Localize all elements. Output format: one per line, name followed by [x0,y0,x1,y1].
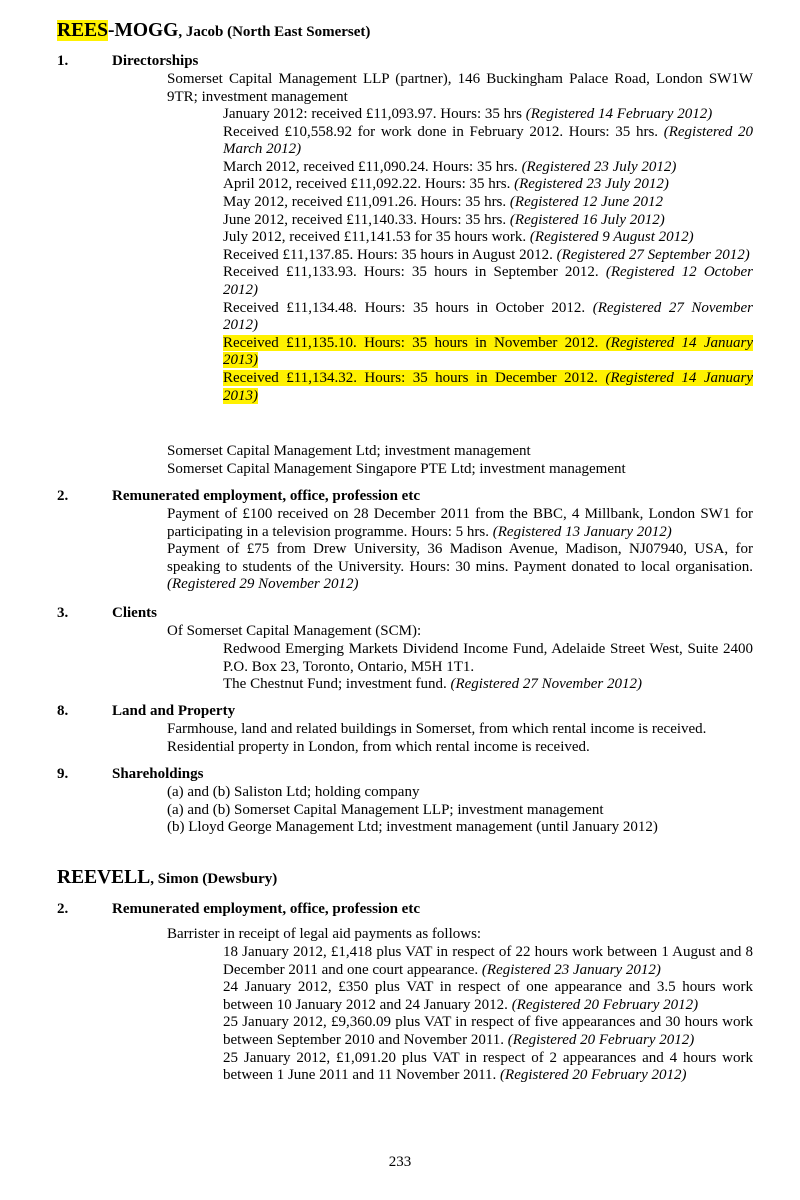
directorship-company: Somerset Capital Management LLP (partner), 146 Buckingham Palace Road, London SW1W 9TR; investment management [167,71,753,105]
legal-aid-intro: Barrister in receipt of legal aid payments as follows: [167,926,482,942]
payment-entry: Payment of £75 from Drew University, 36 Madison Avenue, Madison, NJ07940, USA, for speaking to students of the University. Hours: 30 mins. Payment donated to local organisation. (Registered 29 November 2012) [167,541,753,593]
payment-entry: June 2012, received £11,140.33. Hours: 35 hrs. (Registered 16 July 2012) [223,211,665,228]
payment-entry: July 2012, received £11,141.53 for 35 hours work. (Registered 9 August 2012) [223,229,694,246]
payment-entry-highlighted: Received £11,135.10. Hours: 35 hours in November 2012. (Registered 14 January 2013) [223,334,753,369]
shareholding-entry: (b) Lloyd George Management Ltd; investment management (until January 2012) [167,819,658,836]
section-title-clients: Clients [112,605,157,621]
directorship-payments-list [223,106,753,405]
section-title-remunerated-employment: Remunerated employment, office, profession etc [112,488,420,504]
payment-entry: April 2012, received £11,092.22. Hours: 35 hrs. (Registered 23 July 2012) [223,176,669,193]
other-directorships [167,443,753,478]
mp-heading-rees-mogg [57,22,370,42]
mp-given-name: , Jacob (North East Somerset) [178,24,371,40]
section-number: 1. [57,53,69,69]
section-title-land-and-property: Land and Property [112,703,236,719]
payment-entry: January 2012: received £11,093.97. Hours: 35 hrs (Registered 14 February 2012) [223,106,713,122]
payment-entry-highlighted: Received £11,134.32. Hours: 35 hours in December 2012. (Registered 14 January 2013) [223,369,753,404]
section-number: 3. [57,605,69,621]
directorship-line: Somerset Capital Management Singapore PTE Ltd; investment management [167,460,626,477]
payment-entry: May 2012, received £11,091.26. Hours: 35 hrs. (Registered 12 June 2012 [223,193,664,210]
section-number: 9. [57,766,69,782]
property-entry: Residential property in London, from which rental income is received. [167,738,590,755]
page-number: 233 [388,1154,412,1170]
payment-entry: Payment of £100 received on 28 December 2011 from the BBC, 4 Millbank, London SW1 for participating in a television programme. Hours: 5 hrs. (Registered 13 January 2012) [167,506,753,540]
mp-heading-reevell [57,869,277,889]
shareholdings-list [167,784,753,837]
clients-list [223,641,753,694]
payment-entry: Received £11,133.93. Hours: 35 hours in September 2012. (Registered 12 October 2012) [223,264,753,298]
payment-entry: Received £11,134.48. Hours: 35 hours in October 2012. (Registered 27 November 2012) [223,299,754,334]
mp-surname: REEVELL [57,867,151,888]
shareholding-entry: (a) and (b) Somerset Capital Management LLP; investment management [167,801,604,818]
payment-entry: March 2012, received £11,090.24. Hours: 35 hrs. (Registered 23 July 2012) [223,158,677,175]
section-title-remunerated-employment: Remunerated employment, office, profession etc [112,901,420,917]
client-entry: The Chestnut Fund; investment fund. (Registered 27 November 2012) [223,676,642,693]
remunerated-list [167,506,753,594]
directorship-line: Somerset Capital Management Ltd; investment management [167,443,531,459]
payment-entry: 24 January 2012, £350 plus VAT in respect of one appearance and 3.5 hours work between 10 January 2012 and 24 January 2012. (Registered 20 February 2012) [223,979,753,1013]
payment-entry: Received £11,137.85. Hours: 35 hours in August 2012. (Registered 27 September 2012) [223,246,750,263]
property-entry: Farmhouse, land and related buildings in Somerset, from which rental income is received. [167,721,707,737]
highlighted-surname: REES [57,20,108,41]
client-entry: Redwood Emerging Markets Dividend Income Fund, Adelaide Street West, Suite 2400 P.O. Box 23, Toronto, Ontario, M5H 1T1. [223,641,753,675]
clients-intro: Of Somerset Capital Management (SCM): [167,623,422,639]
mp-given-name: , Simon (Dewsbury) [150,871,278,887]
legal-aid-payments-list [223,944,753,1085]
section-title-directorships: Directorships [112,53,199,69]
payment-entry: 25 January 2012, £1,091.20 plus VAT in respect of 2 appearances and 4 hours work between 1 June 2011 and 11 November 2011. (Registered 20 February 2012) [223,1049,753,1084]
surname-rest: -MOGG [107,20,179,41]
section-number: 2. [57,901,69,917]
payment-entry: 18 January 2012, £1,418 plus VAT in respect of 22 hours work between 1 August and 8 December 2011 and one court appearance. (Registered 23 January 2012) [223,944,753,978]
payment-entry: 25 January 2012, £9,360.09 plus VAT in respect of five appearances and 30 hours work between September 2010 and November 2011. (Registered 20 February 2012) [223,1014,753,1048]
section-title-shareholdings: Shareholdings [112,766,204,782]
shareholding-entry: (a) and (b) Saliston Ltd; holding company [167,784,420,800]
section-number: 2. [57,488,69,504]
section-number: 8. [57,703,69,719]
property-list [167,721,753,756]
payment-entry: Received £10,558.92 for work done in February 2012. Hours: 35 hrs. (Registered 20 March 2012) [223,123,753,158]
